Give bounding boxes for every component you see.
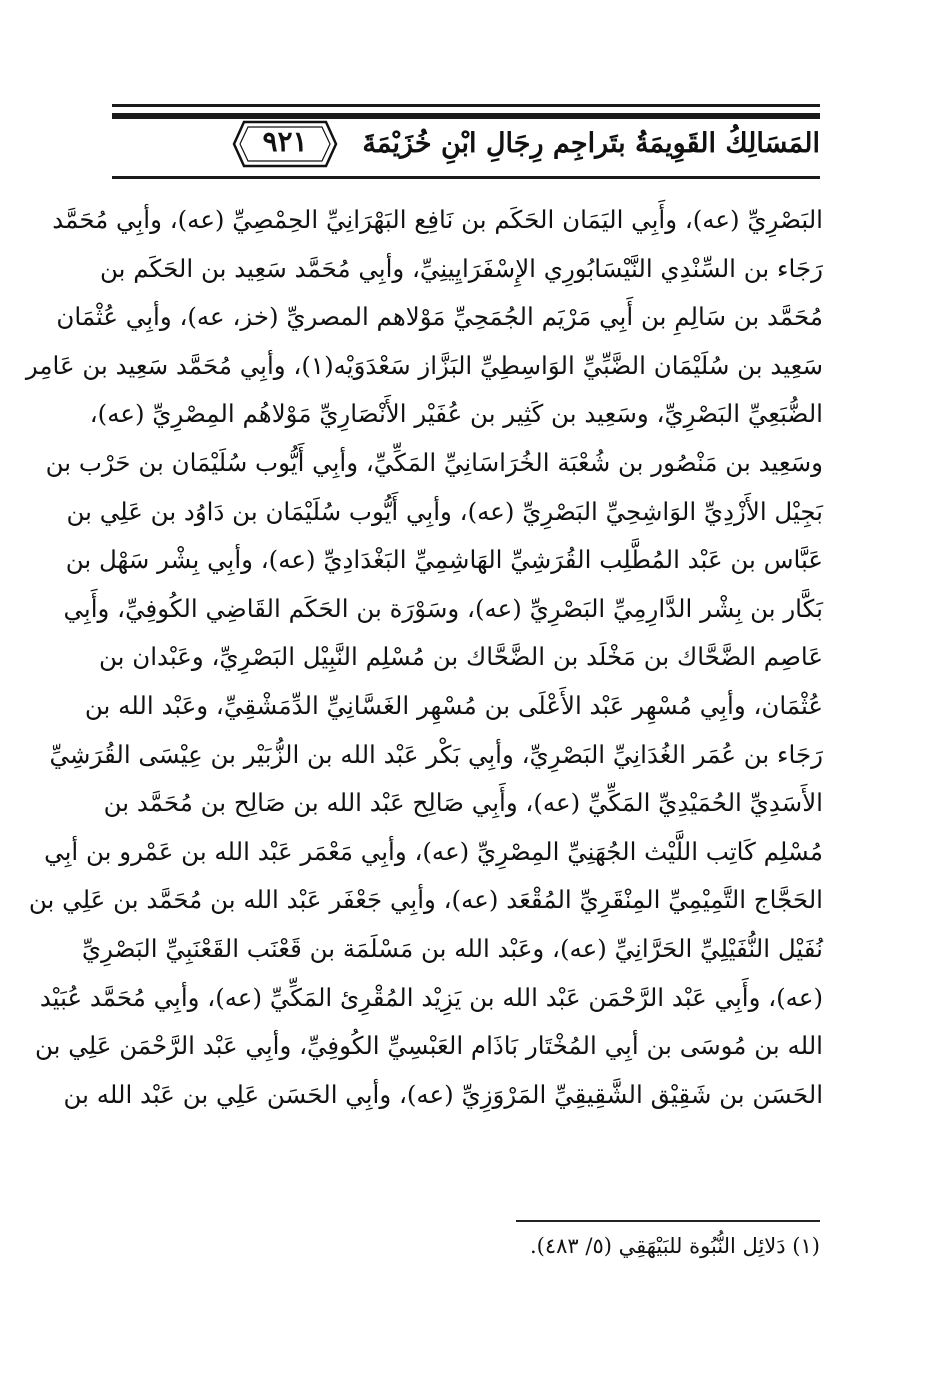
text-line: الله بن مُوسَى بن أبِي المُخْتَار بَاذَام العَبْسِيِّ الكُوفِيِّ، وأبِي عَبْد الرَّحْمَن عَلِي بن — [35, 1031, 823, 1061]
page-number-ornament — [230, 118, 340, 170]
text-line: عَبَّاس بن عَبْد المُطَّلِب القُرَشِيِّ الهَاشِمِيِّ البَغْدَادِيِّ (عه)، وأبِي بِشْر سَهْل بن — [65, 545, 823, 575]
header-underline — [112, 176, 820, 179]
header-double-rule — [112, 113, 820, 119]
text-line: (عه)، وأَبِي عَبْد الرَّحْمَن عَبْد الله بن يَزِيْد المُقْرِئ المَكِّيِّ (عه)، وأبِي مُحَمَّد عُبَيْد — [39, 982, 823, 1012]
text-line: رَجَاء بن السِّنْدِي النَّيْسَابُورِي الإِسْفَرَايِينِيِّ، وأبِي مُحَمَّد سَعِيد بن الحَكَم بن — [100, 253, 823, 283]
text-line: رَجَاء بن عُمَر الغُدَانِيِّ البَصْرِيِّ، وأبِي بَكْر عَبْد الله بن الزُّبَيْر بن عِيْسَى القُرَشِيِّ — [49, 739, 823, 769]
header-top-rule — [112, 104, 820, 107]
text-line: بَجِيْل الأَزْدِيِّ الوَاشِحِيِّ البَصْرِيِّ (عه)، وأبِي أَيُّوب سُلَيْمَان بن دَاوُد بن عَلِي بن — [66, 496, 823, 526]
footnote-separator — [516, 1220, 820, 1222]
page-number: ٩٢١ — [262, 125, 308, 158]
text-line: عَاصِم الضَّحَّاك بن مَخْلَد بن الضَّحَّاك بن مُسْلِم النَّبِيْل البَصْرِيِّ، وعَبْدان بن — [98, 642, 823, 672]
footnote: (١) دَلائِل النُّبُوة للبَيْهَقِي (٥/ ٤٨٣). — [529, 1234, 820, 1258]
text-line: البَصْرِيِّ (عه)، وأَبِي اليَمَان الحَكَم بن نَافِع البَهْرَانِيِّ الحِمْصِيِّ (عه)، وأبِي مُحَمَّد — [52, 205, 823, 234]
running-title: المَسَالِكُ القَوِيمَةُ بتَراجِم رِجَالِ ابْنِ خُزَيْمَةَ — [362, 128, 820, 159]
text-line: الضُّبَعِيِّ البَصْرِيِّ، وسَعِيد بن كَثِير بن عُفَيْر الأَنْصَارِيِّ مَوْلاهُم المِصْرِيِّ (عه)، — [89, 399, 823, 429]
text-line: سَعِيد بن سُلَيْمَان الضَّبِّيِّ الوَاسِطِيِّ البَزَّاز سَعْدَوَيْه(١)، وأبِي مُحَمَّد سَعِيد بن عَامِر — [25, 350, 823, 380]
text-line: عُثْمَان، وأبِي مُسْهِر عَبْد الأَعْلَى بن مُسْهِر الغَسَّانِيِّ الدِّمَشْقِيِّ، وعَبْد الله بن — [84, 690, 823, 720]
text-line: الحَسَن بن شَقِيْق الشَّقِيقِيِّ المَرْوَزِيِّ (عه)، وأبِي الحَسَن عَلِي بن عَبْد الله بن — [63, 1079, 823, 1109]
text-line: الحَجَّاج التَّمِيْمِيِّ المِنْقَرِيِّ المُقْعَد (عه)، وأبِي جَعْفَر عَبْد الله بن مُحَمَّد بن عَلِي بن — [28, 885, 823, 915]
body-text — [25, 196, 823, 1119]
text-line: وسَعِيد بن مَنْصُور بن شُعْبَة الخُرَاسَانِيِّ المَكِّيِّ، وأبِي أَيُّوب سُلَيْمَان بن حَرْب بن — [45, 447, 823, 477]
text-line: بَكَّار بن بِشْر الدَّارِمِيِّ البَصْرِيِّ (عه)، وسَوْرَة بن الحَكَم القَاضِي الكُوفِيِّ، وأَبِي — [63, 593, 823, 623]
text-line: نُفَيْل النُّفَيْلِيِّ الحَرَّانِيِّ (عه)، وعَبْد الله بن مَسْلَمَة بن قَعْنَب القَعْنَبِيِّ البَصْرِيِّ — [81, 933, 823, 963]
text-line: الأَسَدِيِّ الحُمَيْدِيِّ المَكِّيِّ (عه)، وأَبِي صَالِح عَبْد الله بن صَالِح بن مُحَمَّد بن — [103, 788, 823, 818]
text-line: مُسْلِم كَاتِب اللَّيْث الجُهَنِيِّ المِصْرِيِّ (عه)، وأبِي مَعْمَر عَبْد الله بن عَمْرو بن أبِي — [44, 836, 823, 866]
text-line: مُحَمَّد بن سَالِمِ بن أَبِي مَرْيَم الجُمَحِيِّ مَوْلاهم المصريِّ (خز، عه)، وأبِي عُثْمَان — [56, 302, 823, 332]
